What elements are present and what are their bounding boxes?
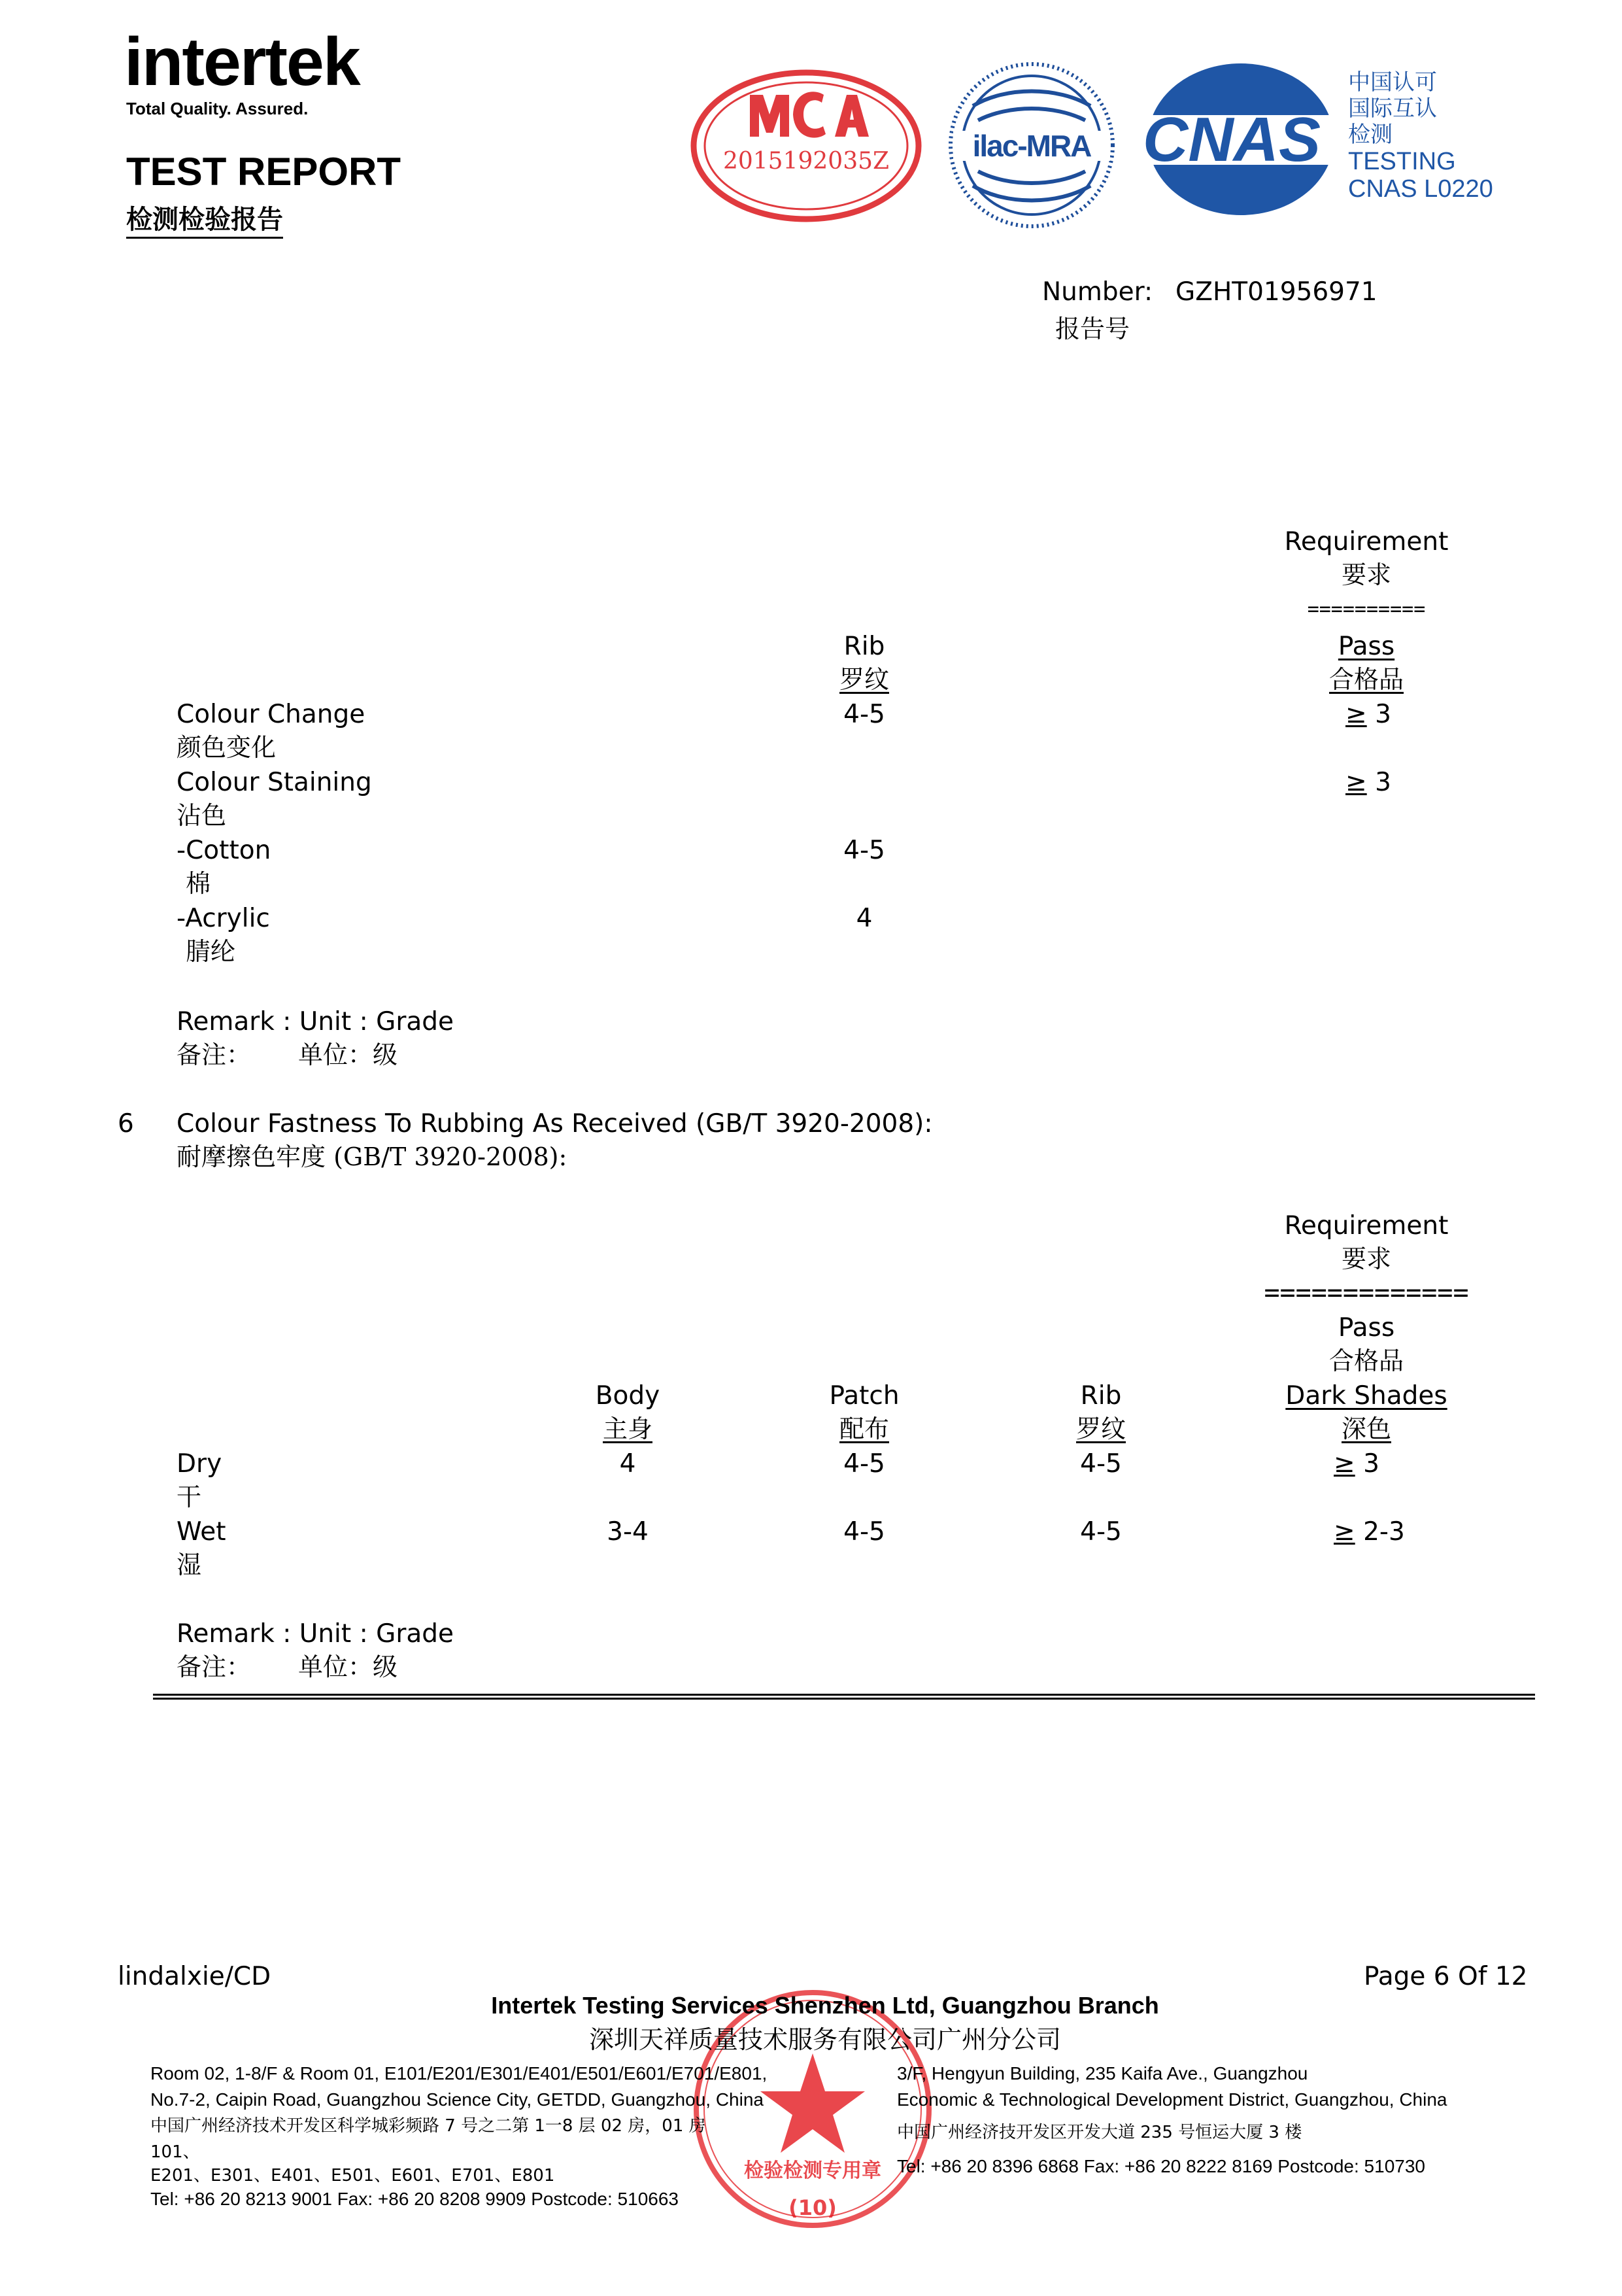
row-label-wet-zh: 湿: [177, 1551, 202, 1579]
section-title-zh: [177, 1142, 567, 1173]
req-colour-staining: [1345, 768, 1391, 798]
ilac-text: ilac-MRA: [972, 129, 1091, 163]
row-label-dry: Dry: [177, 1449, 222, 1479]
column-header-patch-zh: 配布: [839, 1414, 890, 1443]
requirement-head-zh: 深色: [1341, 1414, 1392, 1443]
cell-cotton-rib: 4-5: [843, 836, 885, 865]
cnas-zh-2: 国际互认: [1348, 95, 1437, 122]
row-label-cotton: -Cotton: [177, 836, 271, 865]
req-value: 3: [1375, 768, 1391, 797]
ge-symbol: ≥: [1334, 1517, 1355, 1547]
row-label-acrylic: -Acrylic: [177, 904, 270, 933]
address-line: 中国广州经济技开发区开发大道 235 号恒运大厦 3 楼: [897, 2123, 1302, 2142]
requirement-head: Pass: [1338, 632, 1395, 661]
address-line: 101、: [150, 2142, 200, 2162]
report-title-zh: 检测检验报告: [126, 204, 283, 239]
row-label-wet: Wet: [177, 1517, 226, 1547]
column-header-body: Body: [595, 1381, 660, 1411]
address-line: Tel: +86 20 8396 6868 Fax: +86 20 8222 8169 Postcode: 510730: [897, 2156, 1425, 2176]
row-label-acrylic-zh: 腈纶: [186, 937, 236, 966]
cnas-zh-1: 中国认可: [1348, 69, 1437, 95]
address-line: 中国广州经济技术开发区科学城彩频路 7 号之二第 1一8 层 02 房，01 房: [150, 2116, 706, 2136]
requirement-pass-zh: 合格品: [1328, 1346, 1404, 1375]
end-rule: [153, 1694, 1535, 1700]
column-header-rib-zh: 罗纹: [839, 665, 890, 694]
cma-seal: [690, 69, 922, 223]
cnas-zh-3: 检测: [1348, 122, 1393, 148]
stamp-number: (10): [788, 2195, 837, 2220]
row-label-colour-staining: Colour Staining: [177, 768, 372, 797]
remark: Remark : Unit : Grade: [177, 1619, 454, 1649]
author: lindalxie/CD: [118, 1962, 271, 1991]
cell-wet-rib: 4-5: [1080, 1517, 1122, 1547]
cell-wet-body: 3-4: [607, 1517, 649, 1547]
req-value: 3: [1363, 1449, 1379, 1479]
report-number-label-zh: 报告号: [1055, 315, 1130, 343]
remark-zh-unit: 单位：级: [298, 1040, 398, 1069]
address-line: 3/F, Hengyun Building, 235 Kaifa Ave., Guangzhou: [897, 2063, 1308, 2083]
column-header-rib-zh: 罗纹: [1075, 1414, 1126, 1443]
row-label-colour-staining-zh: 沾色: [177, 801, 227, 830]
cell-dry-patch: 4-5: [843, 1449, 885, 1479]
ge-symbol: ≥: [1345, 700, 1367, 729]
ge-symbol: ≥: [1345, 768, 1367, 797]
section-title: Colour Fastness To Rubbing As Received (GB/T 3920-2008):: [177, 1109, 933, 1139]
requirement-label: Requirement: [1284, 1211, 1449, 1241]
req-colour-change: [1345, 700, 1391, 730]
remark: Remark : Unit : Grade: [177, 1007, 454, 1037]
row-label-dry-zh: 干: [177, 1482, 202, 1511]
tagline: Total Quality. Assured.: [126, 99, 309, 118]
cell-dry-rib: 4-5: [1080, 1449, 1122, 1479]
company-name: Intertek Testing Services Shenzhen Ltd, Guangzhou Branch: [491, 1992, 1159, 2019]
report-number-value: GZHT01956971: [1175, 277, 1377, 307]
remark-zh-label: 备注：: [177, 1653, 252, 1681]
requirement-label: Requirement: [1284, 527, 1449, 557]
cma-number: 2015192035Z: [722, 148, 890, 175]
cell-wet-patch: 4-5: [843, 1517, 885, 1547]
requirement-head: Dark Shades: [1285, 1381, 1447, 1411]
req-dry: [1334, 1449, 1379, 1479]
cell-dry-body: 4: [619, 1449, 636, 1479]
column-header-body-zh: 主身: [602, 1414, 653, 1443]
req-value: 2-3: [1363, 1517, 1405, 1547]
column-header-rib: Rib: [1080, 1381, 1122, 1411]
requirement-label-zh: 要求: [1341, 560, 1392, 589]
requirement-separator: =============: [1264, 1278, 1469, 1308]
address-line: No.7-2, Caipin Road, Guangzhou Science City, GETDD, Guangzhou, China: [150, 2089, 764, 2110]
req-value: 3: [1375, 700, 1391, 729]
intertek-logo: intertek: [124, 24, 360, 100]
req-wet: [1334, 1517, 1405, 1547]
row-label-colour-change-zh: 颜色变化: [177, 733, 277, 762]
row-label-cotton-zh: 棉: [186, 869, 211, 898]
row-label-colour-change: Colour Change: [177, 700, 365, 729]
report-number-label: Number:: [1042, 277, 1153, 307]
stamp-text: 检验检测专用章: [744, 2159, 881, 2182]
requirement-pass: Pass: [1338, 1313, 1395, 1343]
address-line: Room 02, 1-8/F & Room 01, E101/E201/E301/E401/E501/E601/E701/E801,: [150, 2063, 768, 2083]
address-line: Economic & Technological Development District, Guangzhou, China: [897, 2089, 1447, 2110]
requirement-label-zh: 要求: [1341, 1244, 1392, 1273]
company-name-zh: 深圳天祥质量技术服务有限公司广州分公司: [588, 2025, 1062, 2054]
cell-colour-change-rib: 4-5: [843, 700, 885, 729]
cnas-mark: [1143, 60, 1359, 218]
section-number: 6: [118, 1109, 134, 1139]
address-line: E201、E301、E401、E501、E601、E701、E801: [150, 2166, 555, 2185]
cell-acrylic-rib: 4: [856, 904, 873, 933]
column-header-rib: Rib: [843, 632, 885, 661]
requirement-head-zh: 合格品: [1328, 665, 1404, 694]
cnas-text: CNAS: [1143, 105, 1321, 175]
ge-symbol: ≥: [1334, 1449, 1355, 1479]
address-line: Tel: +86 20 8213 9001 Fax: +86 20 8208 9909 Postcode: 510663: [150, 2189, 679, 2209]
requirement-separator: ==========: [1307, 598, 1426, 621]
ilac-mra-seal: [947, 60, 1117, 230]
cnas-testing: TESTING: [1348, 148, 1456, 175]
report-title: TEST REPORT: [126, 150, 401, 194]
cnas-code: CNAS L0220: [1348, 175, 1493, 203]
column-header-patch: Patch: [829, 1381, 900, 1411]
section-title-zh-text: 耐摩擦色牢度 (GB/T 3920-2008):: [177, 1142, 567, 1171]
remark-zh-unit: 单位：级: [298, 1653, 398, 1681]
page-number: Page 6 Of 12: [1364, 1962, 1528, 1991]
remark-zh-label: 备注：: [177, 1040, 252, 1069]
